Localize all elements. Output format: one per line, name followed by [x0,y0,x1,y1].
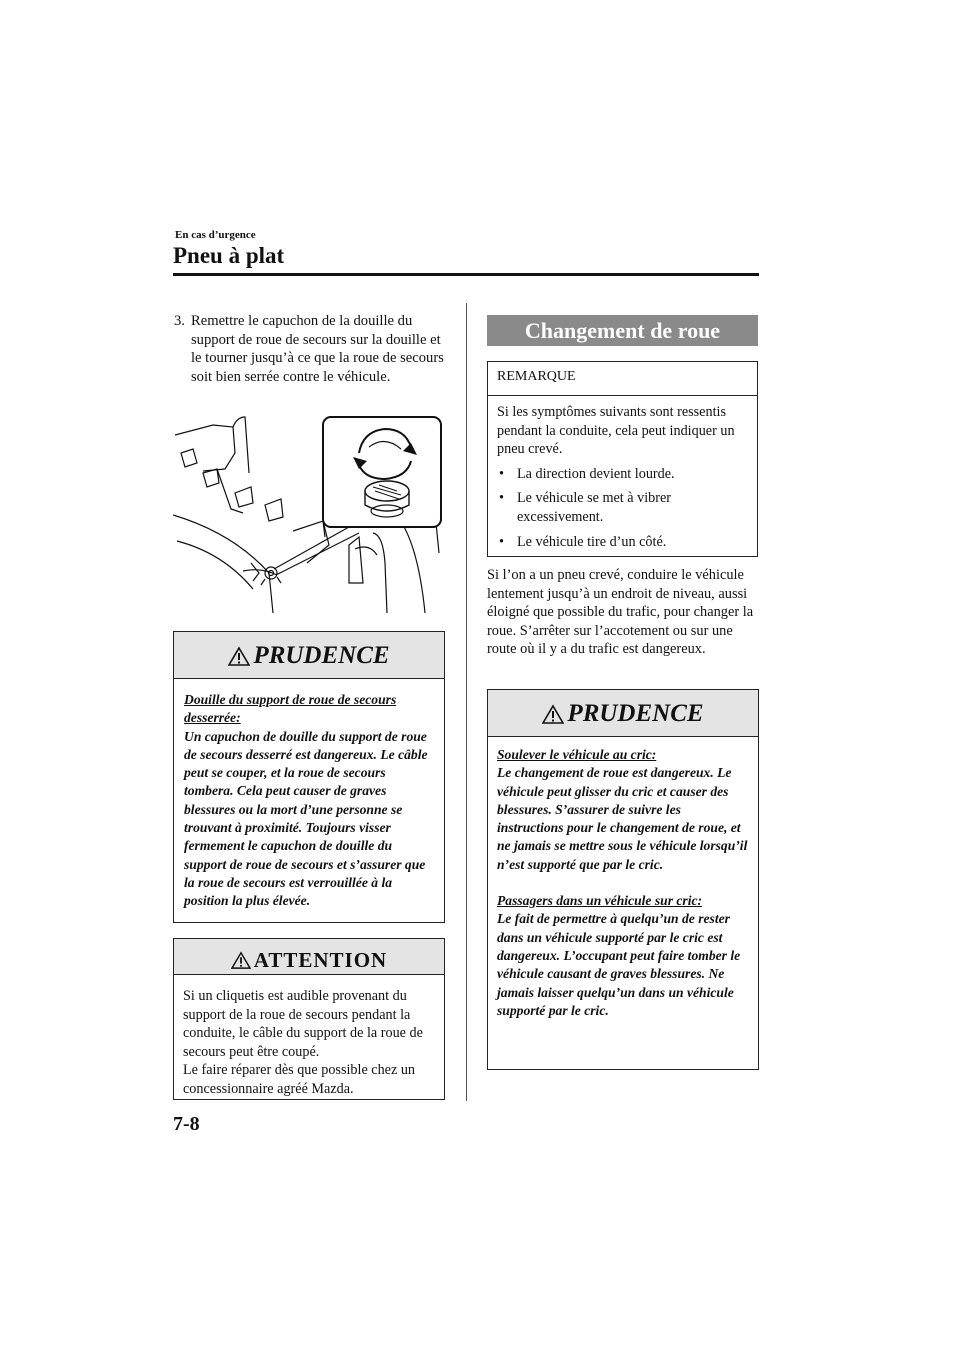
caution-heading-2: Passagers dans un véhicule sur cric: [497,893,703,909]
warning-triangle-icon [542,704,564,724]
step-3 [174,312,444,386]
attention-box [173,938,445,1100]
step-text: Remettre le capuchon de la douille du support de roue de secours sur la douille et le tourner jusqu’à ce que la roue de secours soit bien serrée contre le véhicule. [191,313,444,385]
caution-title: PRUDENCE [253,642,390,669]
list-item: • Le véhicule tire d’un côté. [499,533,667,550]
spare-tire-socket-cap-rotate-icon [173,413,444,613]
page-number: 7-8 [173,1113,200,1135]
paragraph-gap [497,874,748,892]
caution-title: PRUDENCE [567,700,704,727]
caution-text: Un capuchon de douille du support de roue de secours desserré est dangereux. Le câble peut se couper, et la roue de secours tombera. Cela peut causer de graves blessures ou la mort d’une personne se trouvant à proximité. Toujours visser fermement le capuchon de douille du support de roue de secours et s’assurer que la roue de secours est verrouillée à la position la plus élevée. [184,728,428,909]
caution-body [488,737,758,1020]
caution-heading: Douille du support de roue de secours desserrée: [184,692,397,726]
page-title: Pneu à plat [173,243,285,268]
attention-header [174,939,444,975]
caution-text-1: Le changement de roue est dangereux. Le véhicule peut glisser du cric et causer des blessures. S’assurer de suivre les instructions pour le changement de roue, et ne jamais se mettre sous le véhicule lorsqu’il n’est supporté que par le cric. [497,765,748,872]
attention-text: Si un cliquetis est audible provenant du support de la roue de secours pendant la conduite, le câble du support de la roue de secours peut être coupé. [183,988,423,1060]
caution-text-2: Le fait de permettre à quelqu’un de rester dans un véhicule supporté par le cric est dangereux. L’occupant peut faire tomber le véhicule causant de graves blessures. Ne jamais laisser quelqu’un dans un véhicule supporté par le cric. [497,911,741,1018]
note-box [487,361,758,557]
flat-tire-paragraph: Si l’on a un pneu crevé, conduire le véhicule lentement jusqu’à un endroit de niveau, aussi éloigné que possible du trafic, pour changer la roue. S’arrêter sur l’accotement ou sur une route où il y a du trafic est dangereux. [487,567,754,658]
note-body [488,396,757,551]
title-rule [173,273,759,276]
note-header: REMARQUE [488,362,757,396]
caution-box-spare-tire [173,631,445,923]
section-label: En cas d’urgence [175,229,256,241]
attention-body [174,975,444,1099]
list-item: • La direction devient lourde. [499,465,675,482]
warning-triangle-icon [231,951,251,969]
caution-header [488,690,758,737]
spare-tire-socket-figure [173,413,444,613]
warning-triangle-icon [228,646,250,666]
caution-box-jack [487,689,759,1070]
caution-header [174,632,444,679]
section-banner: Changement de roue [487,315,758,346]
attention-title: ATTENTION [253,948,388,972]
caution-body [174,679,444,911]
caution-heading-1: Soulever le véhicule au cric: [497,747,657,762]
symptom-list [497,465,749,551]
list-item: • Le véhicule se met à vibrer excessivement. [499,490,672,525]
column-divider [466,303,467,1101]
note-intro: Si les symptômes suivants sont ressentis pendant la conduite, cela peut indiquer un pneu crevé. [497,404,735,458]
attention-text-2: Le faire réparer dès que possible chez un concessionnaire agréé Mazda. [183,1062,416,1097]
step-number: 3. [174,313,185,329]
